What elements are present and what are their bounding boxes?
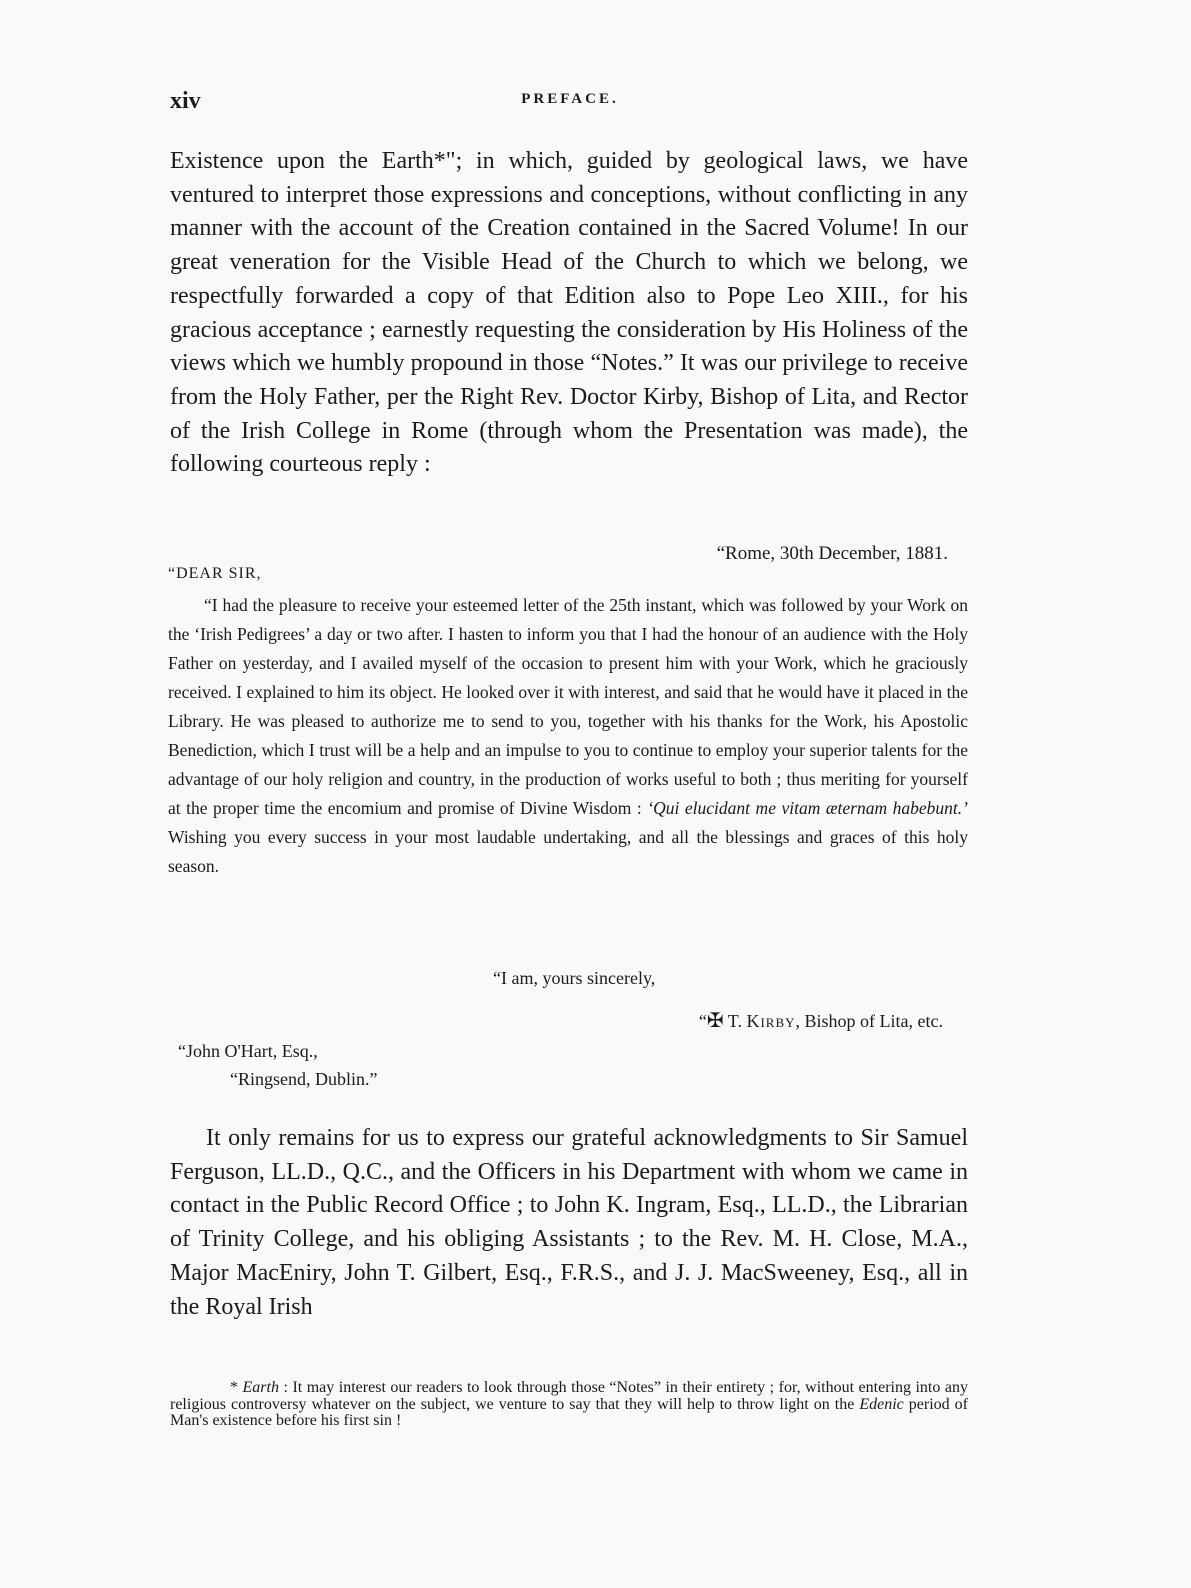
acknowledgments-paragraph: It only remains for us to express our grateful acknowledgments to Sir Samuel Ferguson, LL.D., Q.C., and the Officers in his Department with whom we came in contact in the Public Record Office ; to John K. Ingram, Esq., LL.D., the Librarian of Trinity College, and his obliging Assistants ; to the Rev. M. H. Close, M.A., Major MacEniry, John T. Gilbert, Esq., F.R.S., and J. J. MacSweeney, Esq., all in the Royal Irish <box>170 1125 968 1320</box>
preface-paragraph: Existence upon the Earth*"; in which, guided by geological laws, we have ventured to interpret those expressions and conceptions, without conflicting in any manner with the account of the Creation contained in the Sacred Volume! In our great veneration for the Visible Head of the Church to which we belong, we respectfully forwarded a copy of that Edition also to Pope Leo XIII., for his gracious acceptance ; earnestly requesting the consideration by His Holiness of the views which we humbly propound in those “Notes.” It was our privilege to receive from the Holy Father, per the Right Rev. Doctor Kirby, Bishop of Lita, and Rector of the Irish College in Rome (through whom the Presentation was made), the following courteous reply : <box>170 148 968 478</box>
footnote-text-end: period of Man's existence before his first sin ! <box>170 1395 969 1429</box>
signature-title: , Bishop of Lita, etc. <box>795 1011 943 1031</box>
letter-addressee <box>178 1037 377 1093</box>
running-title: PREFACE. <box>521 91 619 107</box>
page-header <box>170 88 970 118</box>
letter-signature <box>699 1008 943 1033</box>
signature-name: Kirby <box>746 1011 796 1031</box>
footnote-text: : It may interest our readers to look through those “Notes” in their entirety ; for, without entering into any religious controversy whatever on the subject, we venture to say that they will help to throw light on the <box>170 1379 968 1413</box>
letter-body-text: “I had the pleasure to receive your esteemed letter of the 25th instant, which was followed by your Work on the ‘Irish Pedigrees’ a day or two after. I hasten to inform you that I had the honour of an audience with the Holy Father on yesterday, and I availed myself of the occasion to present him with your Work, which he graciously received. I explained to him its object. He looked over it with interest, and said that he would have it placed in the Library. He was pleased to authorize me to send to you, together with his thanks for the Work, his Apostolic Benediction, which I trust will be a help and an impulse to you to continue to employ your superior talents for the advantage of our holy religion and country, in the production of works useful to both ; thus meriting for yourself at the proper time the encomium and promise of Divine Wisdom : <box>168 595 968 818</box>
letter-body-closing-text: Wishing you every success in your most laudable undertaking, and all the blessings and graces of this holy season. <box>168 827 968 876</box>
page-number: xiv <box>170 88 201 114</box>
footnote-marker: * <box>230 1379 243 1396</box>
letter-dateline: “Rome, 30th December, 1881. <box>716 543 948 564</box>
footnote-term: Earth <box>242 1379 279 1396</box>
letter-body <box>168 591 968 881</box>
signature-initial: T. <box>727 1011 742 1031</box>
cross-icon: ✠ <box>706 1010 724 1032</box>
letter-closing: “I am, yours sincerely, <box>493 968 656 988</box>
signature-open-quote: “ <box>698 1011 707 1031</box>
addressee-name: “John O'Hart, Esq., <box>178 1041 318 1061</box>
footnote <box>170 1380 968 1430</box>
latin-quote: ‘Qui elucidant me vitam æternam habebunt.’ <box>647 798 968 818</box>
addressee-place: “Ringsend, Dublin.” <box>230 1069 378 1089</box>
letter-salutation: “DEAR SIR, <box>168 565 262 582</box>
footnote-term-edenic: Edenic <box>859 1395 904 1413</box>
